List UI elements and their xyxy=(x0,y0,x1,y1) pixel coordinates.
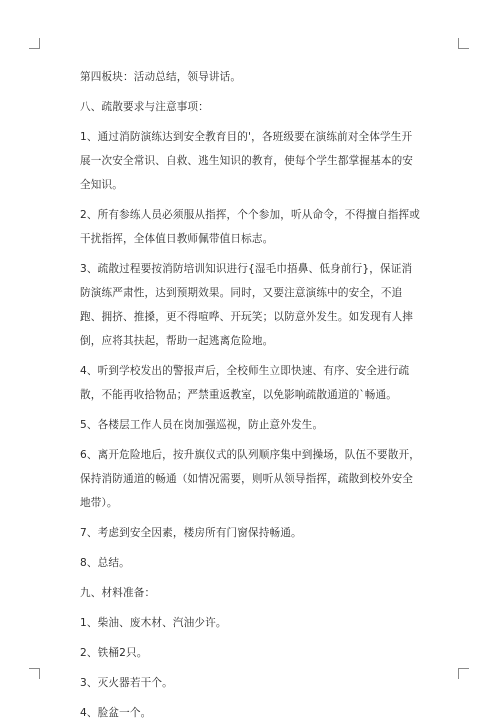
heading-evacuation-requirements: 八、疏散要求与注意事项： xyxy=(80,101,209,113)
crop-mark-bottom-left xyxy=(29,668,40,679)
crop-mark-bottom-right xyxy=(458,668,469,679)
paragraph-item-5: 5、各楼层工作人员在岗加强巡视，防止意外发生。 xyxy=(80,419,324,431)
paragraph-item-4: 4、听到学校发出的警报声后，全校师生立即快速、有序、安全进行疏散，不能再收拾物品；严禁重返教室，以免影响疏散通道的`畅通。 xyxy=(80,365,410,401)
paragraph-item-6: 6、离开危险地后，按升旗仪式的队列顺序集中到操场，队伍不要散开，保持消防通道的畅通（如情况需要，则听从领导指挥，疏散到校外安全地带）。 xyxy=(80,449,420,509)
crop-mark-top-left xyxy=(29,38,40,49)
material-item-2: 2、铁桶2只。 xyxy=(80,647,148,659)
material-item-3: 3、灭火器若干个。 xyxy=(80,677,173,689)
paragraph-item-3: 3、疏散过程要按消防培训知识进行{湿毛巾捂鼻、低身前行}，保证消防演练严肃性，达到预期效果。同时，又要注意演练中的安全，不追跑、拥挤、推搡，更不得喧哗、开玩笑；以防意外发生。如发现有人摔倒，应将其扶起，帮助一起逃离危险地。 xyxy=(80,263,414,347)
paragraph-item-2: 2、所有参练人员必须服从指挥，个个参加，听从命令，不得擅自指挥或干扰指挥，全体值日教师佩带值日标志。 xyxy=(80,209,420,245)
document-body xyxy=(80,65,422,725)
paragraph-item-8: 8、总结。 xyxy=(80,557,130,569)
material-item-1: 1、柴油、废木材、汽油少许。 xyxy=(80,617,227,629)
paragraph-section-four: 第四板块：活动总结，领导讲话。 xyxy=(80,71,242,83)
paragraph-item-1: 1、通过消防演练达到安全教育目的'，各班级要在演练前对全体学生开展一次安全常识、自救、逃生知识的教育，使每个学生都掌握基本的安全知识。 xyxy=(80,131,414,191)
crop-mark-top-right xyxy=(458,38,469,49)
material-item-4: 4、脸盆一个。 xyxy=(80,707,152,719)
paragraph-item-7: 7、考虑到安全因素，楼房所有门窗保持畅通。 xyxy=(80,527,302,539)
heading-materials: 九、材料准备： xyxy=(80,587,156,599)
